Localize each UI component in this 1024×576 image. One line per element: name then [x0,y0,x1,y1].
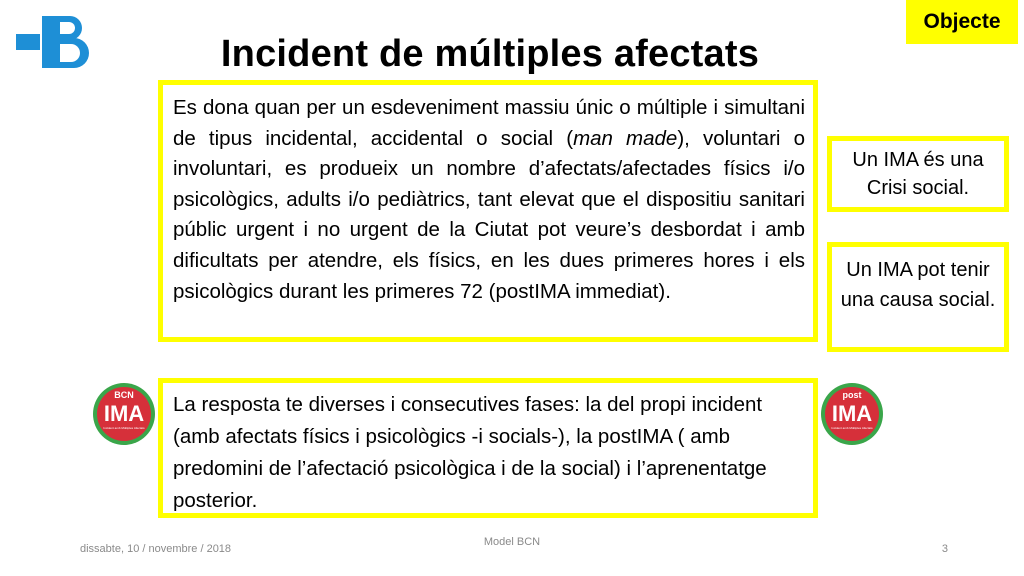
side-note-crisis: Un IMA és una Crisi social. [827,136,1009,212]
phases-box [158,378,818,518]
footer-date: dissabte, 10 / novembre / 2018 [80,543,232,555]
badge-left-main: IMA [103,401,145,426]
phases-text: La resposta te diverses i consecutives fases: la del propi incident (amb afectats físics i psicològics -i socials-), la postIMA ( amb predomini de l’afectació psicològica i de la social) i l’aprenentatge posterior. [173,393,767,512]
badge-right-main: IMA [831,401,873,426]
badge-right-top: post [842,390,862,400]
side-note-social-cause: Un IMA pot tenir una causa social. [827,242,1009,352]
page-title: Incident de múltiples afectats [220,33,760,75]
definition-text-part1: Es dona quan per un esdeveniment massiu únic o múltiple i simultani de tipus incidental, accidental o social ( [173,96,805,150]
badge-left-sub: Incident amb Múltiples Afectats [103,426,145,430]
barcelona-logo-icon [16,14,96,80]
section-tag: Objecte [906,0,1018,44]
bcn-ima-badge-icon [92,382,156,446]
definition-text-part2: ), voluntari o involuntari, es produeix un nombre d’afectats/afectades físics i/o psicològics, adults i/o pediàtrics, tant elevat que el dispositiu sanitari públic urgent i no urgent de la Ciutat pot veure’s desbordat i amb dificultats per atendre, els físics, en les dues primeres hores i els psicològics durant les primeres 72 (postIMA immediat). [173,126,805,303]
page-number: 3 [941,543,948,555]
post-ima-badge-icon [820,382,884,446]
footer-center: Model BCN [483,536,541,548]
badge-left-top: BCN [114,390,134,400]
definition-text-emphasis: man made [573,126,678,150]
definition-text [173,93,805,307]
definition-box [158,80,818,342]
badge-right-sub: Incident amb Múltiples Afectats [831,426,873,430]
